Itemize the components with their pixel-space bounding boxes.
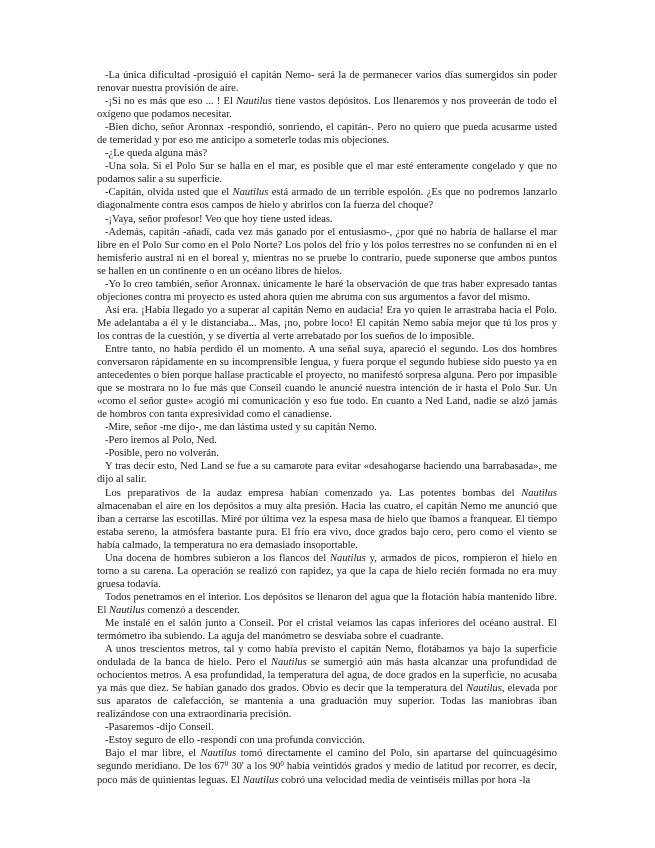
text-run: se sumergió aún más hasta alcanzar una profundidad de ochocientos metros. A esa profundidad, la temperatura del agua, de doce grados en la superficie, no acusaba ya más que diez. Se habían ganado dos grados. Obvio es decir que la temperatura del <box>97 657 557 695</box>
text-run: -Bien dicho, señor Aronnax -respondió, sonriendo, el capitán-. Pero no quiero que pueda acusarme usted de temeridad y por eso me anticipo a someterle todas mis objeciones. <box>97 122 557 147</box>
paragraph <box>97 278 557 304</box>
text-run: A unos trescientos metros, tal y como había previsto el capitán Nemo, flotábamos ya bajo la superficie ondulada de la banca de hielo. Pero el <box>97 644 557 669</box>
text-run: Me instalé en el salón junto a Conseil. Por el cristal veíamos las capas inferiores del océano austral. El termómetro iba subiendo. La aguja del manómetro se desviaba sobre el cuadrante. <box>97 617 557 643</box>
italic-text: Nautilus <box>521 487 557 499</box>
paragraph <box>97 304 557 343</box>
paragraph <box>97 147 557 160</box>
text-run: Así era. ¡Había llegado yo a superar al capitán Nemo en audacia! Era yo quien le arrastraba hacia el Polo. Me adelantaba a él y le distanciaba... Mas, ¡no, pobre loco! El capitán Nemo sabía mejor que tú los pros y los contras de la cuestión, y se divertía al verte arrebatado por los sueños de lo imposible. <box>97 304 557 342</box>
paragraph <box>97 643 557 721</box>
text-run: Los preparativos de la audaz empresa habían comenzado ya. Las potentes bombas del <box>105 487 522 499</box>
text-run: -Mire, señor -me dijo-, me dan lástima usted y su capitán Nemo. <box>105 422 377 434</box>
text-run: Bajo el mar libre, el <box>105 748 201 760</box>
paragraph <box>97 747 557 786</box>
italic-text: Nautilus <box>200 748 237 760</box>
text-run: está armado de un terrible espolón. ¿Es que no podremos lanzarlo diagonalmente contra esos campos de hielo y abrirlos con la fuerza del choque? <box>97 187 557 212</box>
paragraph <box>97 617 557 643</box>
text-run: había veintidós grados y medio de latitud por recorrer, es decir, poco más de quinientas leguas. El <box>97 761 558 786</box>
text-run: almacenaban el aire en los depósitos a muy alta presión. Hacia las cuatro, el capitán Nemo me anunció que iban a cerrarse las escotillas. Miré por última vez la espesa masa de hielo que íbamos a franquear. El tiempo estaba sereno, la atmósfera bastante pura. El frío era vivo, doce grados bajo cero, pero como el viento se había calmado, la temperatura no era demasiado insoportable. <box>97 500 557 551</box>
italic-text: Nautilus <box>242 774 279 786</box>
text-run: -¡Si no es más que eso ... ! El <box>105 96 237 108</box>
italic-text: Nautilus <box>232 187 269 199</box>
text-run: -Una sola. Si el Polo Sur se halla en el mar, es posible que el mar esté enteramente congelado y que no podamos salir a su superficie. <box>97 161 557 186</box>
paragraph <box>97 226 557 278</box>
text-run: -Estoy seguro de ello -respondí con una profunda convicción. <box>105 735 365 747</box>
book-page-text <box>97 69 557 787</box>
paragraph <box>97 160 557 186</box>
text-run: Todos penetramos en el interior. Los depósitos se llenaron del agua que la flotación había mantenido libre. El <box>97 591 557 616</box>
text-run: tiene vastos depósitos. Los llenaremos y nos proveerán de todo el oxígeno que podamos necesitar. <box>97 96 558 121</box>
paragraph <box>97 552 557 591</box>
text-run: -Capitán, olvida usted que el <box>105 187 233 199</box>
paragraph <box>97 487 557 552</box>
paragraph <box>97 447 557 460</box>
text-run: -La única dificultad -prosiguió el capitán Nemo- será la de permanecer varios días sumergidos sin poder renovar nuestra provisión de aire. <box>97 70 557 95</box>
text-run: -Pasaremos -dijo Conseil. <box>105 722 214 734</box>
superscript: 0 <box>224 760 229 769</box>
paragraph <box>97 434 557 447</box>
text-run: -Pero iremos al Polo, Ned. <box>105 435 217 447</box>
paragraph <box>97 186 557 212</box>
paragraph <box>97 95 557 121</box>
paragraph <box>97 591 557 617</box>
text-run: comenzó a descender. <box>144 604 240 616</box>
paragraph <box>97 343 557 421</box>
text-run: elevada por sus aparatos de calefacción, se mantenía a una graduación muy superior. Todas las maniobras iban realizándose con una extraordinaria precisión. <box>97 683 557 721</box>
italic-text: Nautilus <box>109 604 145 616</box>
text-run: cobró una velocidad media de veintiséis millas por hora -la <box>278 774 531 786</box>
text-run: 30' a los 90 <box>228 761 281 773</box>
text-run: -Además, capitán -añadí, cada vez más ganado por el entusiasmo-, ¿por qué no habría de hallarse el mar libre en el Polo Sur como en el Polo Norte? Los polos del frío y los polos terrestres no se confunden ni en el hemisferio austral ni en el boreal y, mientras no se pruebe lo contrario, puede suponerse que ambos puntos se hallen en un continente o en un océano libres de hielos. <box>97 226 557 277</box>
paragraph <box>97 721 557 734</box>
text-run: -Yo lo creo también, señor Aronnax. únicamente le haré la observación de que tras haber expresado tantas objeciones contra mi proyecto es usted ahora quien me abruma con sus argumentos a favor del mismo. <box>97 278 557 303</box>
paragraph <box>97 121 557 147</box>
italic-text: Nautilus <box>330 552 366 564</box>
paragraph <box>97 69 557 95</box>
italic-text: Nautilus <box>271 657 307 669</box>
text-run: Y tras decir esto, Ned Land se fue a su camarote para evitar «desahogarse haciendo una barrabasada», me dijo al salir. <box>97 461 557 486</box>
text-run: Una docena de hombres subieron a los flancos del <box>105 552 331 564</box>
text-run: -Posible, pero no volverán. <box>105 448 219 460</box>
paragraph <box>97 460 557 486</box>
italic-text: Nautilus, <box>466 683 505 695</box>
paragraph <box>97 734 557 747</box>
text-run: -¿Le queda alguna más? <box>105 148 208 160</box>
text-run: y, armados de picos, rompieron el hielo en torno a su carena. La operación se realizó con rapidez, ya que la capa de hielo recién formada no era muy gruesa todavía. <box>97 552 557 590</box>
paragraph <box>97 213 557 226</box>
superscript: 0 <box>280 760 284 769</box>
italic-text: Nautilus <box>236 96 272 108</box>
text-run: Entre tanto, no había perdido él un momento. A una señal suya, apareció el segundo. Los dos hombres conversaron rápidamente en su incomprensible lengua, y fuera porque el segundo hubiese sido puesto ya en antecedentes o bien porque hallase practicable el proyecto, no manifestó sorpresa alguna. Pero por impasible que se mostrara no lo fue más que Conseil cuando le anuncié nuestra intención de ir hasta el Polo Sur. Un «como el señor guste» acogió mi comunicación y eso fue todo. En cuanto a Ned Land, nadie se alzó jamás de hombros con tanta expresividad como el canadiense. <box>97 343 557 421</box>
text-run: tomó directamente el camino del Polo, sin apartarse del quincuagésimo segundo meridiano. De los 67 <box>97 748 558 773</box>
paragraph <box>97 421 557 434</box>
text-run: -¡Vaya, señor profesor! Veo que hoy tiene usted ideas. <box>105 213 333 225</box>
